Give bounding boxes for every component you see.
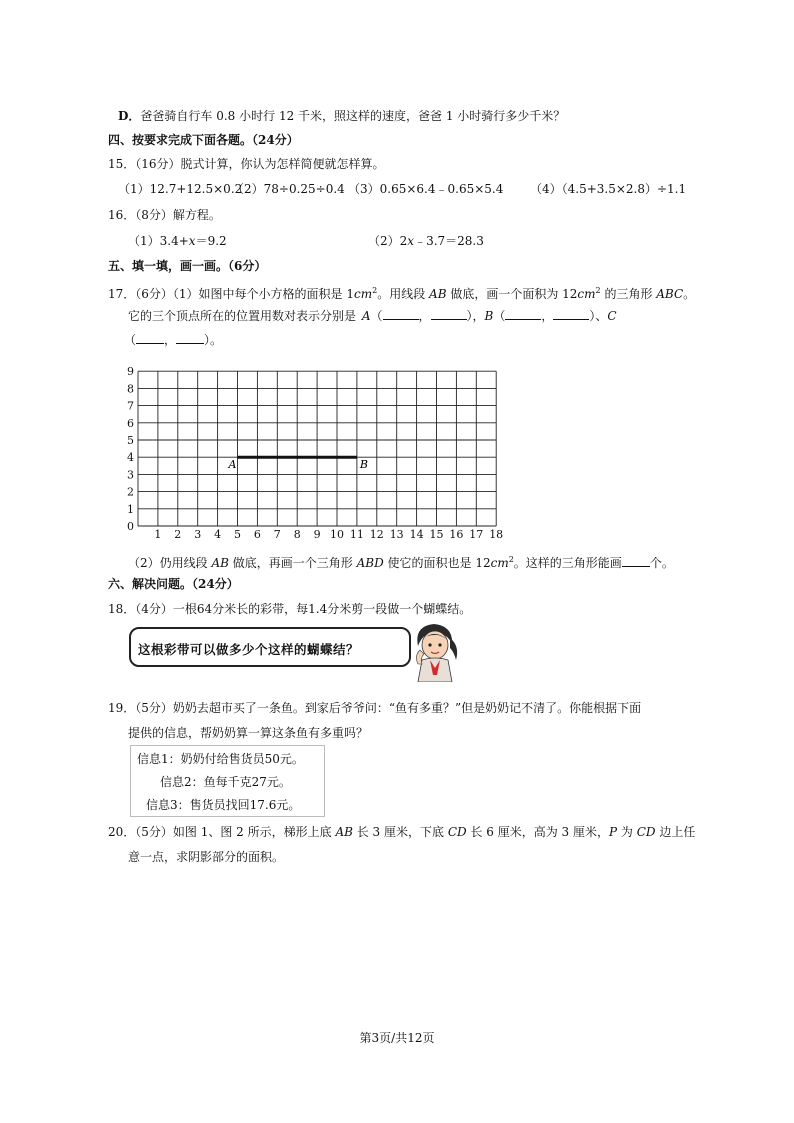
y-tick-label: 2 [127,485,134,499]
x-tick-label: 1 [154,528,162,541]
y-tick-label: 3 [127,468,134,482]
y-tick-label: 4 [127,451,134,465]
y-tick-label: 8 [127,382,134,396]
x-tick-label: 18 [489,528,504,541]
info-3: 信息3：售货员找回17.6元。 [146,798,301,812]
speech-bubble-text: 这根彩带可以做多少个这样的蝴蝶结？ [138,642,360,657]
question-17-line3: （ ， ）。 [124,333,223,347]
question-19-line1: 19．（5分）奶奶去超市买了一条鱼。到家后爷爷问：“鱼有多重？”但是奶奶记不清了。你能根据下面 [108,701,642,715]
question-15: 15．（16分）脱式计算，你认为怎样简便就怎样算。 [108,157,385,171]
x-tick-label: 8 [293,528,301,541]
y-tick-label: 7 [127,399,134,413]
question-17-part2: （2）仍用线段 AB 做底，再画一个三角形 ABD 使它的面积也是 $12cm^2$。这样的三角形能画 个。 [128,555,674,570]
section-6-heading: 六、解决问题。（24分） [108,577,239,591]
question-18: 18．（4分）一根64分米长的彩带，每1.4分米剪一段做一个蝴蝶结。 [108,602,472,616]
x-tick-label: 7 [273,528,281,541]
page-footer: 第3页/共12页 [359,1031,435,1045]
question-20-line1: 20．（5分）如图 1、图 2 所示，梯形上底 AB 长 3 厘米，下底 CD 长 6 厘米，高为 3 厘米，P 为 CD 边上任 [108,825,696,839]
y-tick-label: 6 [127,416,134,430]
question-d: D．爸爸骑自行车 0.8 小时行 12 千米，照这样的速度，爸爸 1 小时骑行多少千米？ [118,109,566,123]
q15-item-1: （1）12.7+12.5×0.2 [118,182,243,196]
x-tick-label: 11 [349,528,364,541]
x-tick-label: 9 [313,528,321,541]
question-19-line2: 提供的信息，帮奶奶算一算这条鱼有多重吗？ [128,726,369,740]
x-tick-label: 13 [389,528,404,541]
x-tick-label: 17 [469,528,484,541]
section-4-heading: 四、按要求完成下面各题。（24分） [108,133,299,147]
x-tick-label: 3 [194,528,202,541]
x-tick-label: 2 [174,528,182,541]
girl-illustration [410,620,462,682]
coordinate-grid [120,354,510,544]
x-tick-label: 15 [429,528,444,541]
info-2: 信息2：鱼每千克27元。 [160,775,291,789]
y-tick-label: 9 [127,365,134,379]
x-tick-label: 5 [234,528,241,541]
section-5-heading: 五、填一填，画一画。（6分） [108,259,267,273]
q15-item-2: （2）78÷0.25÷0.4 [232,182,345,196]
y-tick-label: 0 [127,520,134,533]
x-tick-label: 6 [253,528,261,541]
point-a-label: A [228,458,237,472]
x-tick-label: 16 [449,528,464,541]
point-b-label: B [359,458,368,472]
question-17-line2: 它的三个顶点所在的位置用数对表示分别是 A（ ， ），B（ ， ）、C [128,309,617,323]
question-20-line2: 意一点，求阴影部分的面积。 [128,850,285,864]
y-tick-label: 5 [127,434,134,447]
q15-item-4: （4）（4.5+3.5×2.8）÷1.1 [530,182,687,196]
x-tick-label: 4 [214,528,222,541]
x-tick-label: 10 [330,528,344,541]
x-tick-label: 14 [409,528,424,541]
q15-item-3: （3）0.65×6.4﹣0.65×5.4 [348,182,504,196]
q16-item-2: （2）2x﹣3.7＝28.3 [368,234,484,248]
q16-item-1: （1）3.4+x＝9.2 [128,234,227,248]
question-16: 16．（8分）解方程。 [108,208,221,222]
y-tick-label: 1 [127,502,134,516]
info-1: 信息1：奶奶付给售货员50元。 [137,752,304,766]
x-tick-label: 12 [369,528,384,541]
question-17-line1: 17．（6分）（1）如图中每个小方格的面积是 $1cm^2$。用线段 AB 做底，画一个面积为 $12cm^2$ 的三角形 ABC。 [108,286,696,301]
